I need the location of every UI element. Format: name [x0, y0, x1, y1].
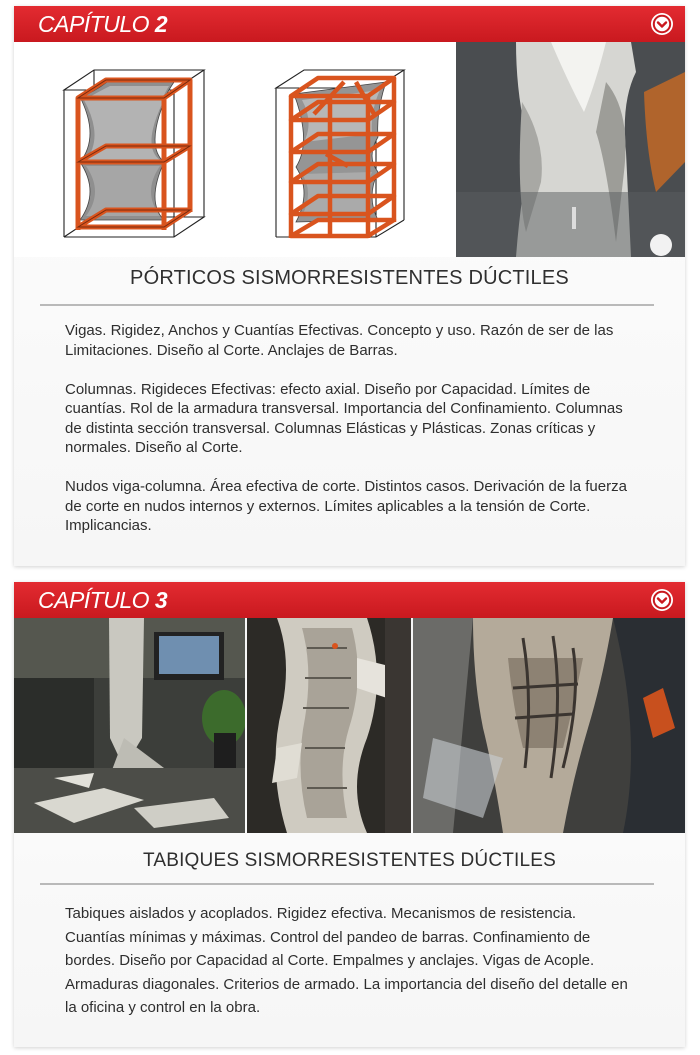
chapter-2-paragraph: Columnas. Rigideces Efectivas: efecto axial. Diseño por Capacidad. Límites de cuantías. Rol de la armadura transversal. Importancia del Confinamiento. Columnas de distinta sección transversal. Columnas Elásticas y Plásticas. Zonas críticas y normales. Diseño al Corte.	[65, 380, 623, 456]
chapter-2-card	[14, 6, 685, 566]
chapter-3-card	[14, 582, 685, 1047]
chapter-3-label: CAPÍTULO 3	[38, 587, 168, 613]
chapter-3-title: TABIQUES SISMORRESISTENTES DÚCTILES	[142, 850, 557, 871]
damaged-column-photo	[456, 42, 685, 257]
collapsed-lobby-column-photo	[14, 618, 245, 833]
chapter-3-divider	[40, 883, 654, 885]
chapter-3-header[interactable]	[14, 582, 685, 618]
chapter-2-paragraph: Nudos viga-columna. Área efectiva de corte. Distintos casos. Derivación de la fuerza de corte en nudos internos y externos. Límites aplicables a la tensión de Corte. Implicancias.	[65, 478, 627, 534]
chapter-2-paragraph: Vigas. Rigidez, Anchos y Cuantías Efectivas. Concepto y uso. Razón de ser de las Limitaciones. Diseño al Corte. Anclajes de Barras.	[65, 322, 614, 359]
chapter-2-header[interactable]	[14, 6, 685, 42]
exposed-rebar-photo	[413, 618, 685, 833]
chevron-down-icon[interactable]	[651, 13, 673, 35]
confinement-diagram-dense-ties	[236, 42, 456, 257]
buckled-wall-photo	[247, 618, 411, 833]
chapter-3-paragraph: Tabiques aislados y acoplados. Rigidez efectiva. Mecanismos de resistencia. Cuantías mínimas y máximas. Control del pandeo de barras. Confinamiento de bordes. Diseño por Capacidad al Corte. Empalmes y anclajes. Vigas de Acople. Armaduras diagonales. Criterios de armado. La importancia del diseño del detalle en la oficina y control en la obra.	[65, 905, 628, 1016]
chapter-2-label: CAPÍTULO 2	[38, 11, 168, 37]
chevron-down-icon[interactable]	[651, 589, 673, 611]
chapter-2-divider	[40, 304, 654, 306]
chapter-2-description	[65, 321, 637, 555]
chapter-3-description	[65, 902, 637, 1039]
confinement-diagram-ties	[14, 42, 236, 257]
chapter-2-title: PÓRTICOS SISMORRESISTENTES DÚCTILES	[130, 267, 569, 289]
